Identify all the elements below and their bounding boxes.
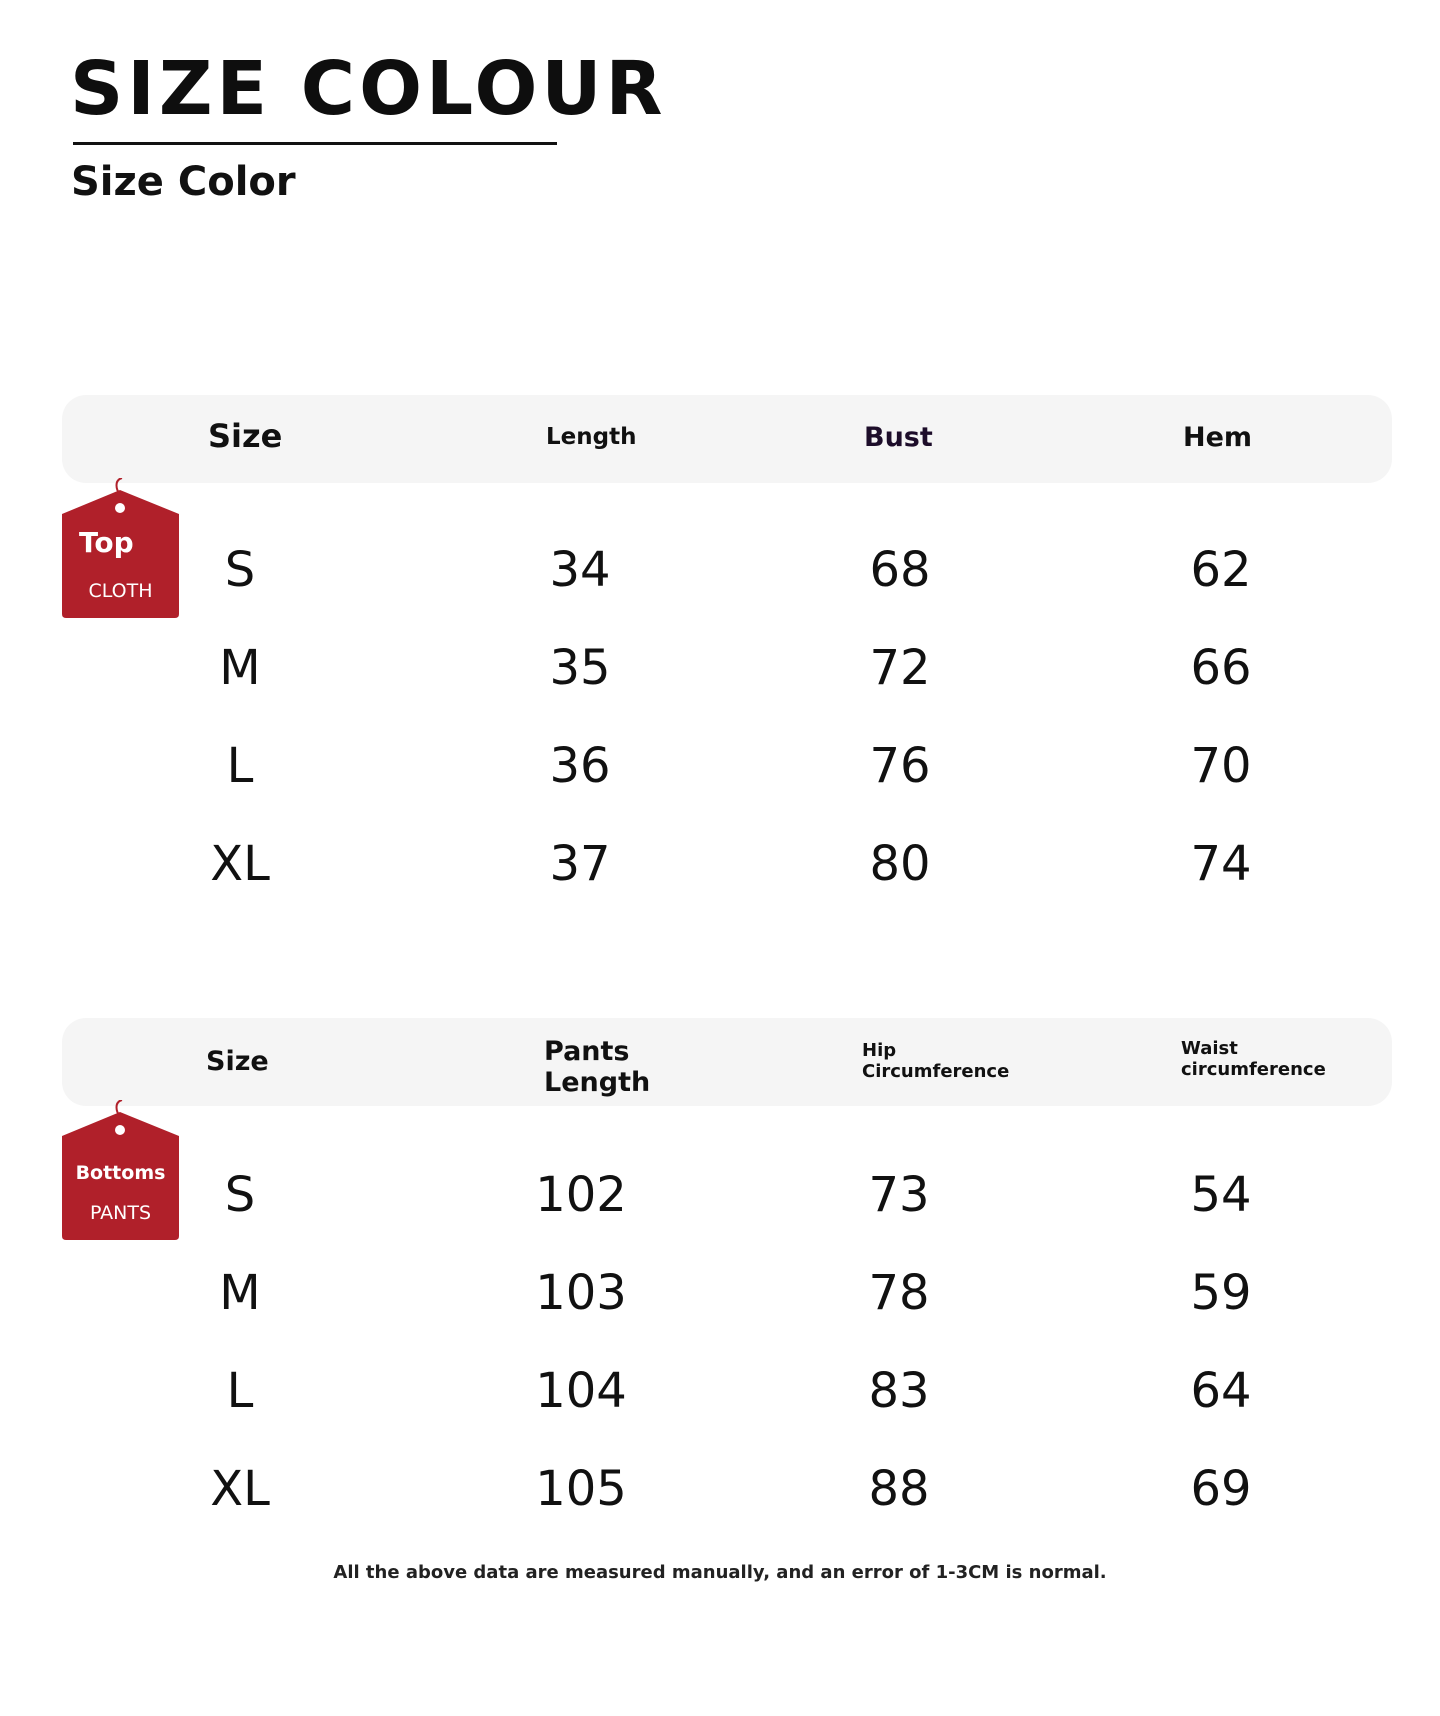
top-row-size: XL xyxy=(210,836,270,892)
top-header-size: Size xyxy=(208,417,283,455)
bottom-row-size: M xyxy=(219,1265,261,1321)
top-header-length: Length xyxy=(546,424,637,450)
bottom-row-hip: 88 xyxy=(868,1461,930,1517)
bottom-header-waist: Waist circumference xyxy=(1181,1038,1326,1080)
top-row-bust: 76 xyxy=(869,738,931,794)
top-row-hem: 70 xyxy=(1190,738,1252,794)
top-row-length: 37 xyxy=(549,836,611,892)
top-row-size: L xyxy=(226,738,254,794)
top-row-size: S xyxy=(224,542,256,598)
bottom-header-pants-length: Pants Length xyxy=(544,1036,651,1099)
top-row-bust: 72 xyxy=(869,640,931,696)
bottom-tag-label: Bottoms xyxy=(75,1162,166,1184)
top-header-hem: Hem xyxy=(1183,422,1253,453)
top-row-bust: 68 xyxy=(869,542,931,598)
top-row-hem: 62 xyxy=(1190,542,1252,598)
bottom-row-size: XL xyxy=(210,1461,270,1517)
top-row-length: 35 xyxy=(549,640,611,696)
bottom-row-waist: 69 xyxy=(1190,1461,1252,1517)
bottom-header-size: Size xyxy=(206,1046,269,1077)
title-underline xyxy=(73,142,557,145)
top-row-hem: 66 xyxy=(1190,640,1252,696)
bottom-row-size: S xyxy=(224,1167,256,1223)
bottom-row-pants-length: 103 xyxy=(535,1265,627,1321)
bottom-row-hip: 83 xyxy=(868,1363,930,1419)
top-row-hem: 74 xyxy=(1190,836,1252,892)
top-tag-label: Top xyxy=(79,526,134,559)
measurement-footnote: All the above data are measured manually, and an error of 1-3CM is normal. xyxy=(333,1562,1107,1583)
page-title: SIZE COLOUR xyxy=(70,46,667,132)
bottom-row-size: L xyxy=(226,1363,254,1419)
bottom-row-pants-length: 104 xyxy=(535,1363,627,1419)
bottom-row-pants-length: 102 xyxy=(535,1167,627,1223)
page-subtitle: Size Color xyxy=(71,159,296,205)
bottom-tag-sublabel: PANTS xyxy=(89,1202,152,1224)
top-tag-sublabel: CLOTH xyxy=(88,580,153,602)
bottom-row-waist: 64 xyxy=(1190,1363,1252,1419)
top-row-length: 36 xyxy=(549,738,611,794)
top-header-bust: Bust xyxy=(864,422,933,453)
top-row-length: 34 xyxy=(549,542,611,598)
top-row-bust: 80 xyxy=(869,836,931,892)
bottom-row-waist: 54 xyxy=(1190,1167,1252,1223)
bottom-header-hip: Hip Circumference xyxy=(862,1040,1010,1082)
bottom-row-hip: 78 xyxy=(868,1265,930,1321)
bottom-row-waist: 59 xyxy=(1190,1265,1252,1321)
bottom-row-hip: 73 xyxy=(868,1167,930,1223)
bottom-row-pants-length: 105 xyxy=(535,1461,627,1517)
top-row-size: M xyxy=(219,640,261,696)
